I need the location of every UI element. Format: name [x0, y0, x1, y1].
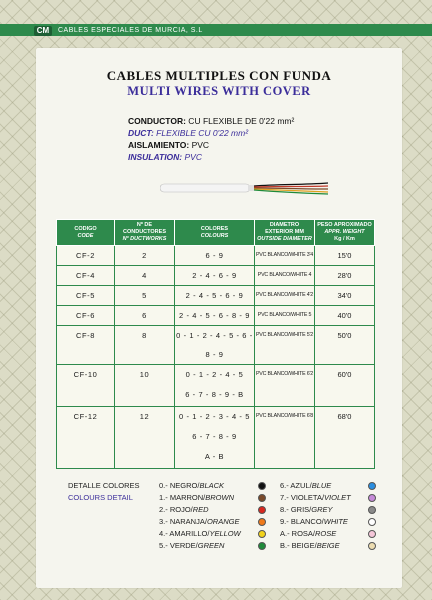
header-code-es: CODIGO: [74, 225, 97, 232]
table-row: [57, 326, 375, 365]
table-row: [57, 306, 375, 326]
header-colors: [175, 220, 255, 246]
cell-weight: 60'0: [315, 365, 375, 407]
legend-es-label: 6.- AZUL/: [280, 481, 312, 490]
header-code-en: CODE: [77, 232, 94, 239]
cell-weight: 50'0: [315, 326, 375, 365]
legend-es-label: 3.- NARANJA/: [159, 517, 207, 526]
table-row: [57, 286, 375, 306]
legend-es-label: 7.- VIOLETA/: [280, 493, 325, 502]
cell-code: CF-10: [57, 365, 115, 407]
color-swatch-beige: [368, 542, 376, 550]
color-swatch-orange: [258, 518, 266, 526]
cell-conductors: 10: [115, 365, 175, 407]
legend-subtitle: COLOURS DETAIL: [68, 493, 133, 502]
color-swatch-white: [368, 518, 376, 526]
legend-item-orange: [159, 517, 239, 526]
spec-aislamiento-value: PVC: [189, 140, 210, 150]
cell-weight: 28'0: [315, 266, 375, 286]
spec-table-wrapper: [56, 219, 375, 469]
header-weight-unit: Kg / Km: [334, 236, 355, 242]
header-colors-en: COLOURS: [200, 232, 229, 239]
legend-en-label: BLACK: [199, 481, 225, 490]
cell-colors-line: 0 - 1 - 2 - 3 - 4 - 5: [179, 412, 250, 421]
cell-diameter: PVC BLANCO/WHITE 3'4: [255, 246, 315, 266]
spec-duct-value: FLEXIBLE CU 0'22 mm²: [153, 128, 249, 138]
legend-en-label: WHITE: [323, 517, 348, 526]
table-row: [57, 365, 375, 407]
legend-en-label: GREY: [311, 505, 333, 514]
cell-diameter: PVC BLANCO/WHITE 5'2: [255, 326, 315, 365]
cell-colors: 2 - 4 - 5 - 6 - 8 - 9: [175, 306, 255, 326]
legend-es-label: A.- ROSA/: [280, 529, 316, 538]
header-conductors-en: Nº DUCTWORKS: [122, 236, 167, 242]
cell-conductors: 12: [115, 407, 175, 469]
legend-item-blue: [280, 481, 331, 490]
legend-en-label: ORANGE: [206, 517, 240, 526]
cell-colors: 2 - 4 - 6 - 9: [175, 266, 255, 286]
spec-insulation: [128, 152, 202, 162]
cell-colors-line: A - B: [204, 452, 225, 461]
table-row: [57, 266, 375, 286]
legend-item-violet: [280, 493, 351, 502]
legend-es-label: 1.- MARRON/: [159, 493, 206, 502]
legend-es-label: 5.- VERDE/: [159, 541, 198, 550]
cell-conductors: 5: [115, 286, 175, 306]
cell-diameter: PVC BLANCO/WHITE 4'2: [255, 286, 315, 306]
spec-conductor-label: CONDUCTOR:: [128, 116, 186, 126]
cell-weight: 15'0: [315, 246, 375, 266]
legend-title: DETALLE COLORES: [68, 481, 140, 490]
header-diameter-es: DIAMETRO EXTERIOR MM: [265, 222, 304, 235]
legend-en-label: GREEN: [197, 541, 225, 550]
color-swatch-green: [258, 542, 266, 550]
spec-duct-label: DUCT:: [128, 128, 154, 138]
spec-aislamiento-label: AISLAMIENTO:: [128, 140, 190, 150]
legend-item-brown: [159, 493, 234, 502]
header-conductors-es: Nº DE CONDUCTORES: [123, 222, 166, 235]
cell-weight: 40'0: [315, 306, 375, 326]
cell-colors: 0 - 1 - 2 - 4 - 5 - 6 - 8 - 9: [175, 326, 255, 365]
header-weight-en: APPR. WEIGHT: [324, 229, 365, 235]
legend-es-label: 4.- AMARILLO/: [159, 529, 210, 538]
legend-item-rose: [280, 529, 336, 538]
spec-insulation-label: INSULATION:: [128, 152, 183, 162]
cell-colors-line: 0 - 1 - 2 - 4 - 5: [185, 370, 244, 379]
cell-weight: 68'0: [315, 407, 375, 469]
legend-es-label: B.- BEIGE/: [280, 541, 317, 550]
spec-conductor-value: CU FLEXIBLE DE 0'22 mm²: [185, 116, 295, 126]
legend-en-label: RED: [192, 505, 209, 514]
header-code: [57, 220, 115, 246]
cell-code: CF-5: [57, 286, 115, 306]
color-swatch-yellow: [258, 530, 266, 538]
color-swatch-black: [258, 482, 266, 490]
spec-table: [56, 219, 375, 469]
table-header-row: [57, 220, 375, 246]
header-diameter-en: OUTSIDE DIAMETER: [257, 236, 312, 242]
cell-diameter: PVC BLANCO/WHITE 5: [255, 306, 315, 326]
legend-item-white: [280, 517, 348, 526]
color-swatch-blue: [368, 482, 376, 490]
cell-code: CF-2: [57, 246, 115, 266]
cell-conductors: 4: [115, 266, 175, 286]
cell-code: CF-12: [57, 407, 115, 469]
cell-conductors: 8: [115, 326, 175, 365]
cell-colors-line: 6 - 7 - 8 - 9 - B: [185, 390, 244, 399]
color-swatch-brown: [258, 494, 266, 502]
spec-insulation-value: PVC: [182, 152, 202, 162]
legend-item-yellow: [159, 529, 241, 538]
cell-diameter: PVC BLANCO/WHITE 6'8: [255, 407, 315, 469]
header-weight: [315, 220, 375, 246]
cell-conductors: 2: [115, 246, 175, 266]
legend-en-label: BROWN: [205, 493, 235, 502]
cable-image: [160, 180, 330, 196]
cell-code: CF-6: [57, 306, 115, 326]
legend-item-black: [159, 481, 224, 490]
title-spanish: CABLES MULTIPLES CON FUNDA: [106, 68, 332, 83]
spec-duct: [128, 128, 248, 138]
legend-en-label: YELLOW: [209, 529, 241, 538]
legend-es-label: 9.- BLANCO/: [280, 517, 324, 526]
legend-en-label: VIOLET: [324, 493, 351, 502]
cell-conductors: 6: [115, 306, 175, 326]
cell-weight: 34'0: [315, 286, 375, 306]
legend-en-label: BEIGE: [316, 541, 340, 550]
color-swatch-grey: [368, 506, 376, 514]
header-weight-es: PESO APROXIMADO: [317, 222, 372, 228]
cell-code: CF-4: [57, 266, 115, 286]
color-swatch-rose: [368, 530, 376, 538]
legend-item-grey: [280, 505, 333, 514]
title-english: MULTI WIRES WITH COVER: [127, 84, 311, 98]
table-row: [57, 407, 375, 469]
cell-colors: [175, 365, 255, 407]
cell-diameter: PVC BLANCO/WHITE 6'2: [255, 365, 315, 407]
legend-en-label: BLUE: [311, 481, 332, 490]
legend-item-red: [159, 505, 209, 514]
legend-es-label: 8.- GRIS/: [280, 505, 312, 514]
table-row: [57, 246, 375, 266]
company-logo: CM: [34, 26, 52, 36]
company-name: CABLES ESPECIALES DE MURCIA, S.L: [58, 27, 203, 34]
header-colors-es: COLORES: [200, 225, 229, 232]
spec-aislamiento: [128, 140, 209, 150]
legend-item-green: [159, 541, 224, 550]
header-conductors: [115, 220, 175, 246]
cell-code: CF-8: [57, 326, 115, 365]
legend-es-label: 0.- NEGRO/: [159, 481, 200, 490]
color-swatch-violet: [368, 494, 376, 502]
cell-colors: [175, 407, 255, 469]
legend-en-label: ROSE: [315, 529, 337, 538]
cell-colors: 6 - 9: [175, 246, 255, 266]
cell-colors-line: 6 - 7 - 8 - 9: [192, 432, 237, 441]
legend-item-beige: [280, 541, 340, 550]
cell-colors: 2 - 4 - 5 - 6 - 9: [175, 286, 255, 306]
cell-diameter: PVC BLANCO/WHITE 4: [255, 266, 315, 286]
spec-conductor: [128, 116, 294, 126]
header-diameter: [255, 220, 315, 246]
color-swatch-red: [258, 506, 266, 514]
legend-es-label: 2.- ROJO/: [159, 505, 193, 514]
